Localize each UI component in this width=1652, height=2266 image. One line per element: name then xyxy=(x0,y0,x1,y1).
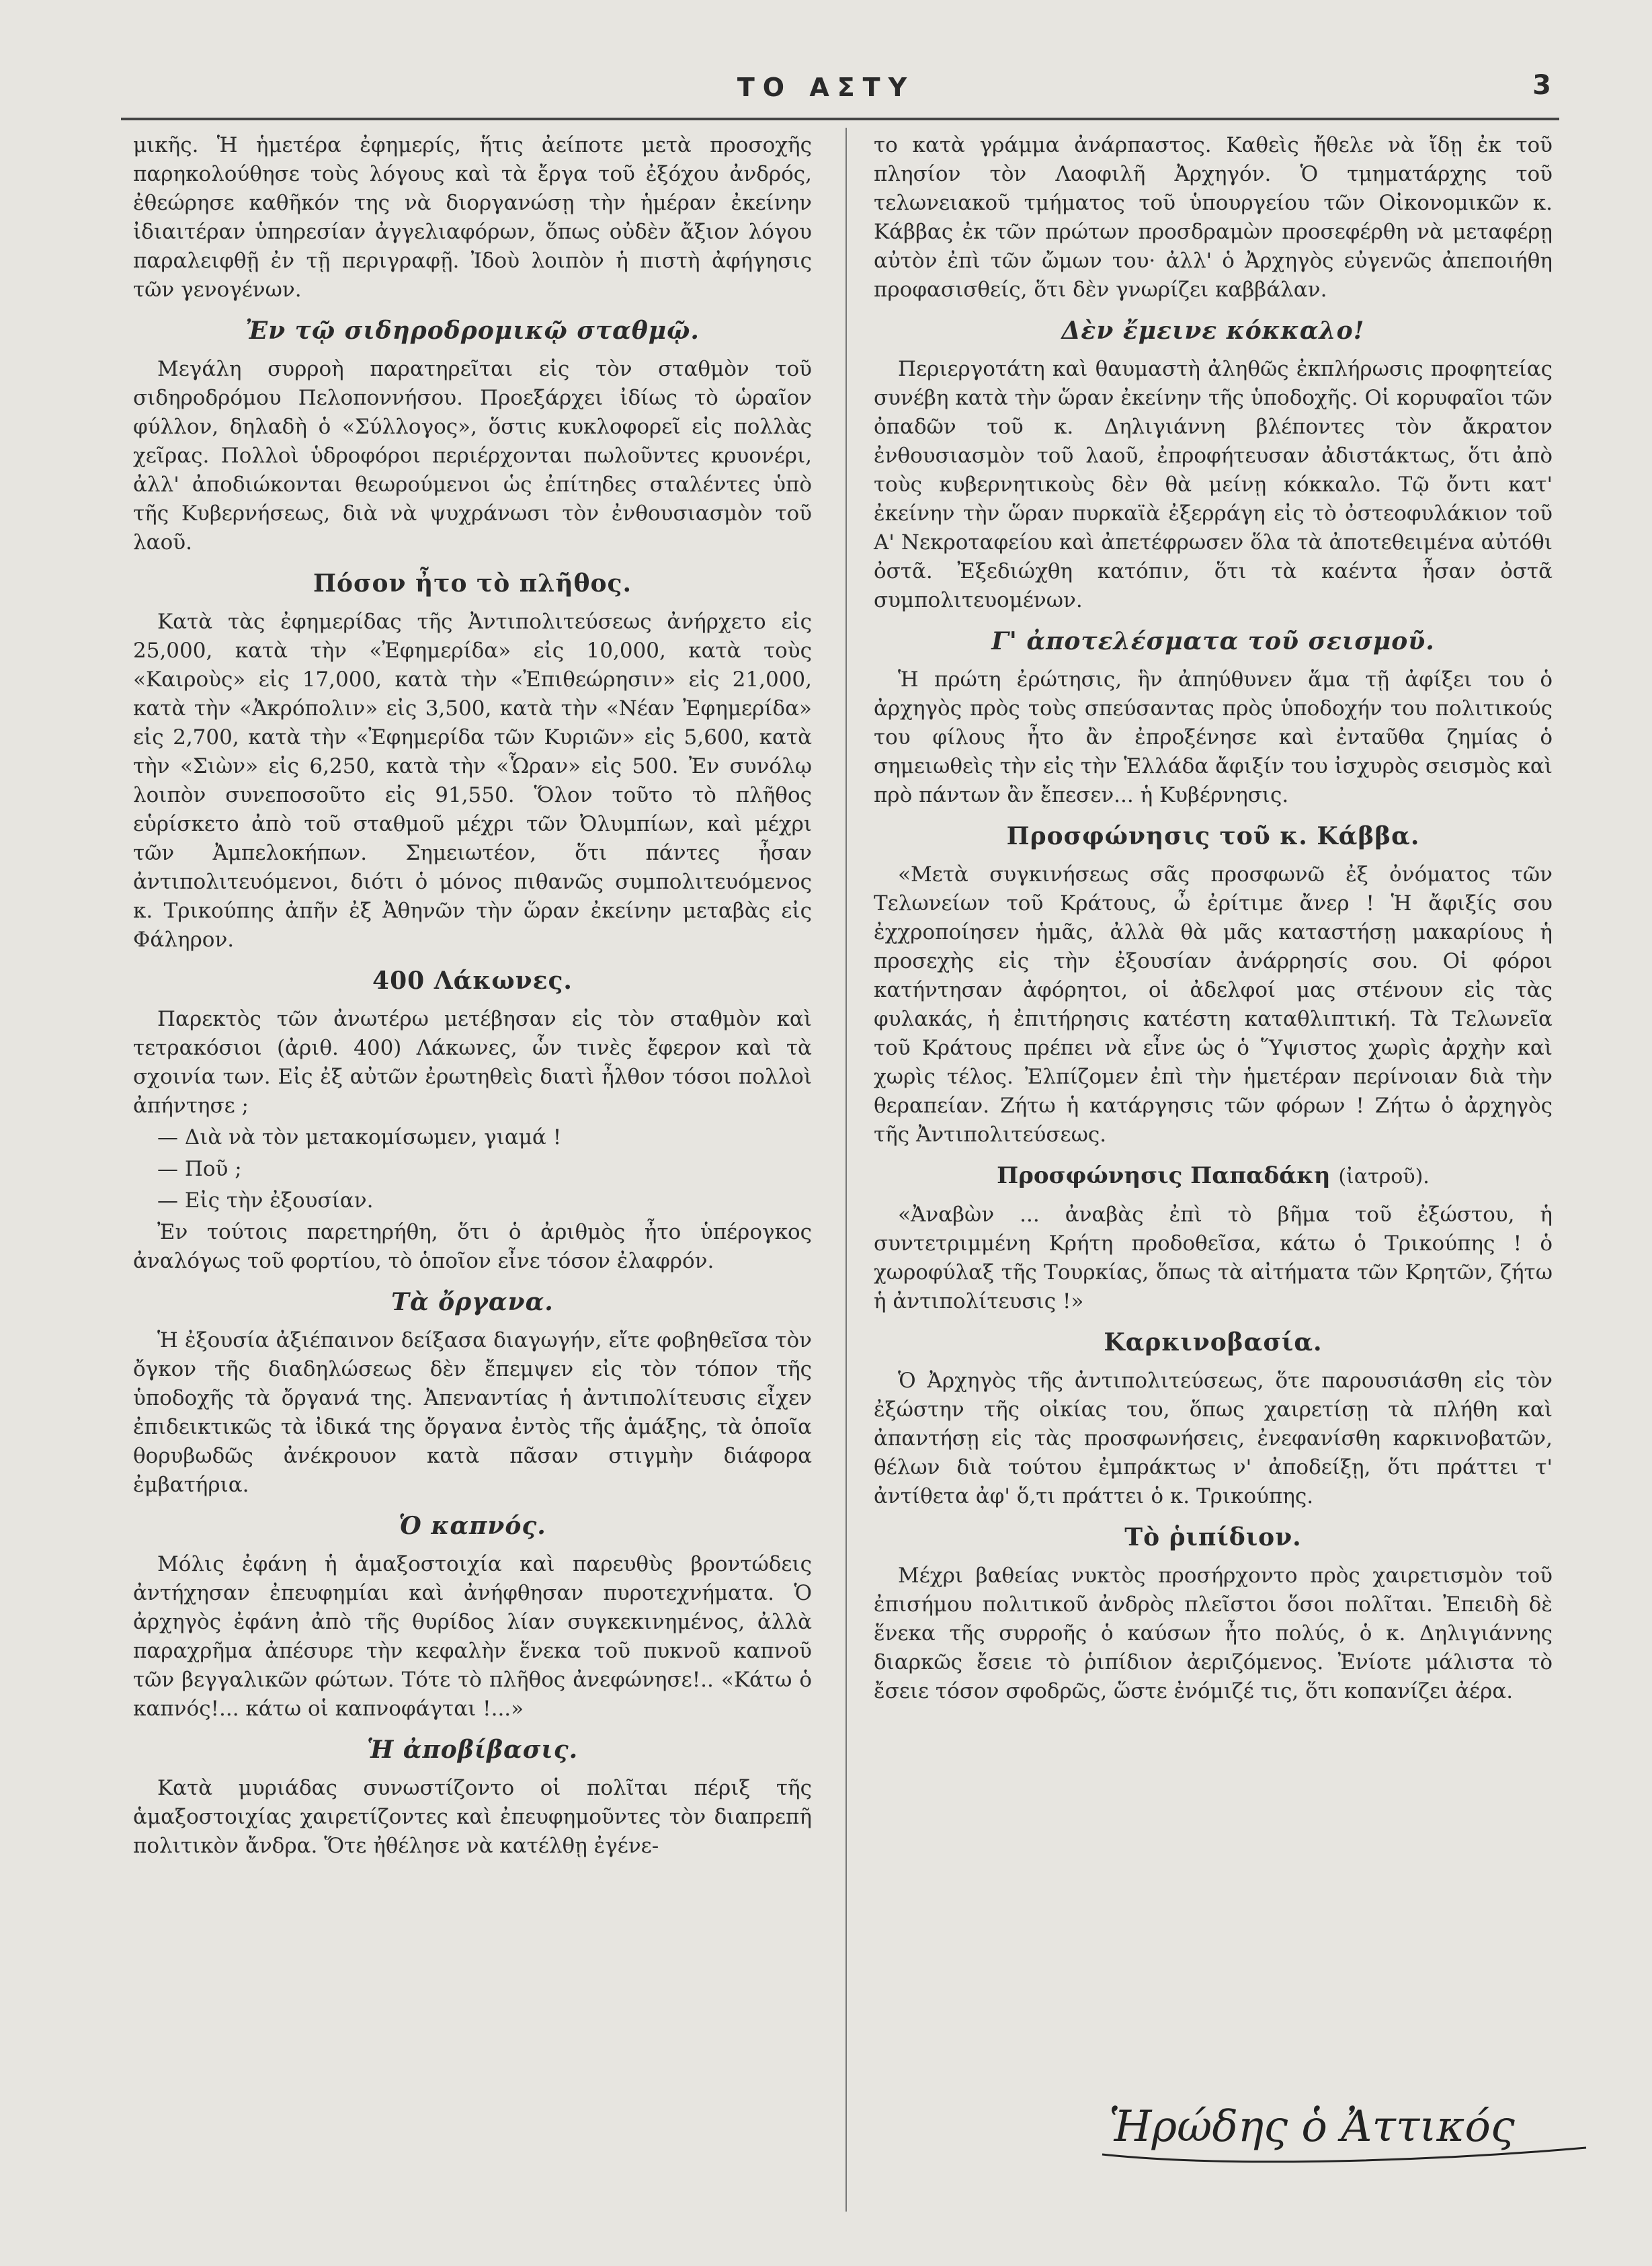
heading-papadakis-paren: (ἰατροῦ). xyxy=(1338,1165,1430,1188)
heading-crab-walk: Καρκινοβασία. xyxy=(1104,1328,1323,1357)
paragraph: Παρεκτὸς τῶν ἀνωτέρω μετέβησαν εἰς τὸν σταθμὸν καὶ τετρακόσιοι (ἀριθ. 400) Λάκωνες, ὧν τινὲς ἔφερον καὶ τὰ σχοινία των. Εἰς ἐξ αὐτῶν ἐρωτηθεὶς διατὶ ἦλθον τόσοι πολλοὶ ἀπήντησε ; xyxy=(133,1007,812,1118)
heading-fan: Τὸ ῥιπίδιον. xyxy=(1124,1523,1302,1551)
paragraph: Μεγάλη συρροὴ παρατηρεῖται εἰς τὸν σταθμὸν τοῦ σιδηροδρόμου Πελοποννήσου. Προεξάρχει ἰδίως τὸ ὡραῖον φύλλον, δηλαδὴ ὁ «Σύλλογος», ὅστις κυκλοφορεῖ εἰς πολλὰς χεῖρας. Πολλοὶ ὑδροφόροι περιέρχονται πωλοῦντες κρυονέρι, ἀλλ' ἀποδιώκονται θεωρούμενοι ὡς ἐπίτηδες σταλέντες ὑπὸ τῆς Κυβερνήσεως, διὰ νὰ ψυχράνωσι τὸν ἐνθουσιασμὸν τοῦ λαοῦ. xyxy=(133,357,812,555)
dialogue-line: — Διὰ νὰ τὸν μετακομίσωμεν, γιαμά ! xyxy=(157,1125,562,1149)
paragraph: Ἡ ἐξουσία ἀξιέπαινον δείξασα διαγωγήν, εἴτε φοβηθεῖσα τὸν ὄγκον τῆς διαδηλώσεως δὲν ἔπεμψεν εἰς τὸν τόπον τῆς ὑποδοχῆς τὰ ὄργανά της. Ἀπεναντίας ἡ ἀντιπολίτευσις εἶχεν ἐπιδεικτικῶς τὰ ἰδικά της ὄργανα ἐντὸς τῆς ἁμάξης, τὰ ὁποῖα θορυβωδῶς ἀνέκρουον κατὰ πᾶσαν στιγμὴν διάφορα ἐμβατήρια. xyxy=(133,1328,812,1497)
header-rule xyxy=(121,118,1559,120)
heading-crowd-size: Πόσον ἦτο τὸ πλῆθος. xyxy=(313,569,632,598)
handwritten-signature xyxy=(1096,2074,1593,2175)
paragraph: Κατὰ τὰς ἐφημερίδας τῆς Ἀντιπολιτεύσεως ἀνήρχετο εἰς 25,000, κατὰ τὴν «Ἐφημερίδα» εἰς 10,000, κατὰ τοὺς «Καιροὺς» εἰς 17,000, κατὰ τὴν «Ἐπιθεώρησιν» εἰς 21,000, κατὰ τὴν «Ἀκρόπολιν» εἰς 3,500, κατὰ τὴν «Νέαν Ἐφημερίδα» εἰς 2,700, κατὰ τὴν «Ἐφημερίδα τῶν Κυριῶν» εἰς 5,600, κατὰ τὴν «Σιὼν» εἰς 6,250, κατὰ τὴν «Ὧραν» εἰς 500. Ἐν συνόλῳ λοιπὸν συνεποσοῦτο εἰς 91,550. Ὅλον τοῦτο τὸ πλῆθος εὑρίσκετο ἀπὸ τοῦ σταθμοῦ μέχρι τῶν Ὀλυμπίων, καὶ μέχρι τῶν Ἀμπελοκήπων. Σημειωτέον, ὅτι πάντες ἦσαν ἀντιπολιτευόμενοι, διότι ὁ μόνος πιθανῶς συμπολιτευόμενος κ. Τρικούπης ἀπῆν ἐξ Ἀθηνῶν τὴν ὥραν ἐκείνην μεταβὰς εἰς Φάληρον. xyxy=(133,610,812,952)
heading-railway-station: Ἐν τῷ σιδηροδρομικῷ σταθμῷ. xyxy=(245,317,700,345)
paragraph: Ἡ πρώτη ἐρώτησις, ἣν ἀπηύθυνεν ἅμα τῇ ἀφίξει του ὁ ἀρχηγὸς πρὸς τοὺς σπεύσαντας πρὸς ὑποδοχήν του πολιτικούς του φίλους ἦτο ἂν ἐπροξένησε καὶ ἐνταῦθα ζημίας ὁ σημειωθεὶς τὴν εἰς τὴν Ἑλλάδα ἄφιξίν του ἰσχυρὸς σεισμὸς καὶ πρὸ πάντων ἂν ἔπεσεν... ἡ Κυβέρνησις. xyxy=(874,667,1553,807)
left-column xyxy=(133,131,812,1863)
column-divider xyxy=(845,128,847,2212)
dialogue-line: — Ποῦ ; xyxy=(157,1157,242,1181)
heading-instruments: Τὰ ὄργανα. xyxy=(391,1288,554,1316)
right-column xyxy=(874,131,1553,1709)
paragraph: Ὁ Ἀρχηγὸς τῆς ἀντιπολιτεύσεως, ὅτε παρουσιάσθη εἰς τὸν ἐξώστην τῆς οἰκίας του, ὅπως χαιρετίσῃ τὰ πλήθη καὶ ἀπαντήσῃ εἰς τὰς προσφωνήσεις, ἐνεφανίσθη καρκινοβατῶν, θέλων διὰ τούτου ἐμπράκτως ν' ἀποδείξῃ, ὅτι πράττει τ' ἀντίθετα ἀφ' ὅ,τι πράττει ὁ κ. Τρικούπης. xyxy=(874,1369,1553,1508)
heading-disembarkation: Ἡ ἀποβίβασις. xyxy=(366,1736,579,1764)
heading-papadakis-address xyxy=(874,1162,1553,1191)
heading-papadakis-name: Προσφώνησις Παπαδάκη xyxy=(997,1162,1331,1189)
heading-smoke: Ὁ καπνός. xyxy=(399,1512,546,1540)
masthead-title: ΤΟ ΑΣΤΥ xyxy=(737,73,915,102)
signature-svg xyxy=(1096,2074,1593,2175)
heading-400-lakones: 400 Λάκωνες. xyxy=(372,967,573,995)
signature-text: Ἡρώδης ὁ Ἀττικός xyxy=(1109,2102,1515,2152)
paragraph: Μόλις ἐφάνη ἡ ἁμαξοστοιχία καὶ παρευθὺς βροντώδεις ἀντήχησαν ἐπευφημίαι καὶ ἀνήφθησαν πυροτεχνήματα. Ὁ ἀρχηγὸς ἐφάνη ἀπὸ τῆς θυρίδος λίαν συγκεκινημένος, ἀλλὰ παραχρῆμα ἀπέσυρε τὴν κεφαλὴν ἕνεκα τοῦ πυκνοῦ καπνοῦ τῶν βεγγαλικῶν φώτων. Τότε τὸ πλῆθος ἀνεφώνησε!.. «Κάτω ὁ καπνός!... κάτω οἱ καπνοφάγται !...» xyxy=(133,1552,812,1721)
paragraph: Περιεργοτάτη καὶ θαυμαστὴ ἀληθῶς ἐκπλήρωσις προφητείας συνέβη κατὰ τὴν ὥραν ἐκείνην τῆς ὑποδοχῆς. Οἱ κορυφαῖοι τῶν ὀπαδῶν τοῦ κ. Δηλιγιάννη βλέποντες τὸν ἄκρατον ἐνθουσιασμὸν τοῦ λαοῦ, ἐπροφήτευσαν ἀδιστάκτως, ὅτι ἀπὸ τοὺς κυβερνητικοὺς δὲν θὰ μείνῃ κόκκαλο. Τῷ ὄντι κατ' ἐκείνην τὴν ὥραν πυρκαϊὰ ἐξερράγη εἰς τὸ ὀστεοφυλάκιον τοῦ Α' Νεκροταφείου καὶ ἀπετέφρωσεν ὅλα τὰ ἀποτεθειμένα αὐτόθι ὀστᾶ. Ἐξεδιώχθη κατόπιν, ὅτι τὰ καέντα ἦσαν ὀστᾶ συμπολιτευομένων. xyxy=(874,357,1553,612)
page-number: 3 xyxy=(1532,70,1551,101)
heading-earthquake-results: Γ' ἀποτελέσματα τοῦ σεισμοῦ. xyxy=(991,627,1435,655)
heading-no-bone-left: Δὲν ἔμεινε κόκκαλο! xyxy=(1061,317,1365,345)
paragraph: Κατὰ μυριάδας συνωστίζοντο οἱ πολῖται πέριξ τῆς ἁμαξοστοιχίας χαιρετίζοντες καὶ ἐπευφημοῦντες τὸν διαπρεπῆ πολιτικὸν ἄνδρα. Ὅτε ἠθέλησε νὰ κατέλθῃ ἐγένε- xyxy=(133,1776,812,1858)
left-intro-paragraph: μικῆς. Ἡ ἡμετέρα ἐφημερίς, ἥτις ἀείποτε μετὰ προσοχῆς παρηκολούθησε τοὺς λόγους καὶ τὰ ἔργα τοῦ ἐξόχου ἀνδρός, ἐθεώρησε καθῆκόν της νὰ διοργανώσῃ τὴν ἡμέραν ἐκείνην ἰδιαιτέραν ὑπηρεσίαν ἀγγελιαφόρων, ὅπως οὐδὲν ἄξιον λόγου παραλειφθῇ ἐν τῇ περιγραφῇ. Ἰδοὺ λοιπὸν ἡ πιστὴ ἀφήγησις τῶν γενογένων. xyxy=(133,133,812,302)
paragraph: Ἐν τούτοις παρετηρήθη, ὅτι ὁ ἀριθμὸς ἦτο ὑπέρογκος ἀναλόγως τοῦ φορτίου, τὸ ὁποῖον εἶνε τόσον ἐλαφρόν. xyxy=(133,1220,812,1273)
paragraph: «Μετὰ συγκινήσεως σᾶς προσφωνῶ ἐξ ὀνόματος τῶν Τελωνείων τοῦ Κράτους, ὦ ἐρίτιμε ἄνερ ! Ἡ ἄφιξίς σου ἐχχροποίησεν ἡμᾶς, ἀλλὰ θὰ μᾶς καταστήσῃ μακαρίους ἡ προσεχὴς εἰς τὴν ἐξουσίαν ἀνάρρησίς σου. Οἱ φόροι κατήντησαν ἀφόρητοι, οἱ ἀδελφοί μας στένουν εἰς τὰς φυλακάς, ἡ ἐπιτήρησις κατέστη καταθλιπτική. Τὰ Τελωνεῖα τοῦ Κράτους πρέπει νὰ εἶνε ὡς ὁ Ὕψιστος χωρὶς ἀρχὴν καὶ χωρὶς τέλος. Ἐλπίζομεν ἐπὶ τὴν ἡμετέραν περίνοιαν διὰ τὴν θεραπείαν. Ζήτω ἡ κατάργησις τῶν φόρων ! Ζήτω ὁ ἀρχηγὸς τῆς Ἀντιπολιτεύσεως. xyxy=(874,862,1553,1147)
heading-kavvas-address: Προσφώνησις τοῦ κ. Κάββα. xyxy=(1006,822,1420,850)
paragraph: Μέχρι βαθείας νυκτὸς προσήρχοντο πρὸς χαιρετισμὸν τοῦ ἐπισήμου πολιτικοῦ ἀνδρὸς πλεῖστοι ὅσοι πολῖται. Ἐπειδὴ δὲ ἕνεκα τῆς συρροῆς ὁ καύσων ἦτο πολύς, ὁ κ. Δηλιγιάννης διαρκῶς ἔσειε τὸ ῥιπίδιον ἀεριζόμενος. Ἐνίοτε μάλιστα τὸ ἔσειε τόσον σφοδρῶς, ὥστε ἐνόμιζέ τις, ὅτι κοπανίζει ἀέρα. xyxy=(874,1564,1553,1703)
paragraph: «Ἀναβὼν ... ἀναβὰς ἐπὶ τὸ βῆμα τοῦ ἐξώστου, ἡ συντετριμμένη Κρήτη προδοθεῖσα, κάτω ὁ Τρικούπης ! ὁ χωροφύλαξ τῆς Τουρκίας, ὅπως τὰ αἰτήματα τῶν Κρητῶν, ζήτω ἡ ἀντιπολίτευσις !» xyxy=(874,1203,1553,1313)
dialogue-line: — Εἰς τὴν ἐξουσίαν. xyxy=(157,1188,374,1213)
right-intro-paragraph: το κατὰ γράμμα ἀνάρπαστος. Καθεὶς ἤθελε νὰ ἴδῃ ἐκ τοῦ πλησίον τὸν Λαοφιλῆ Ἀρχηγόν. Ὁ τμηματάρχης τοῦ τελωνειακοῦ τμήματος τοῦ ὑπουργείου τῶν Οἰκονομικῶν κ. Κάββας ἐκ τῶν πρώτων προσδραμὼν προσεφέρθη νὰ μεταφέρῃ αὐτὸν ἐπὶ τῶν ὤμων του· ἀλλ' ὁ Ἀρχηγὸς εὐγενῶς ἀπεποιήθη προφασισθείς, ὅτι δὲν γνωρίζει καββάλαν. xyxy=(874,133,1553,302)
